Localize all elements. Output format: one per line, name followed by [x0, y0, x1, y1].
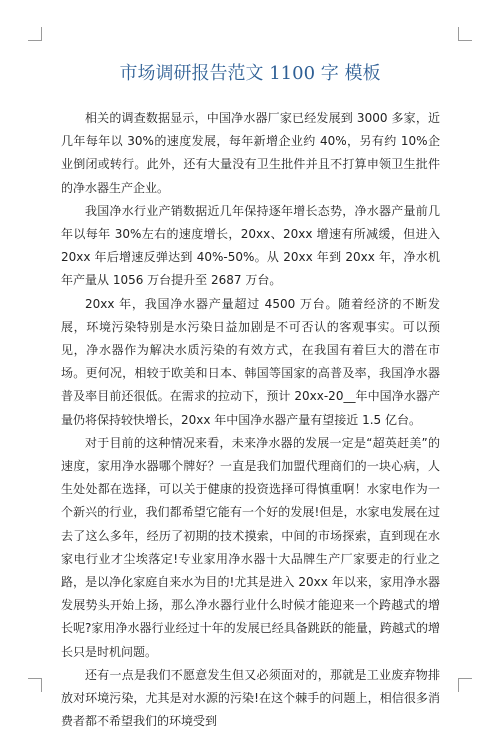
paragraph-1: 相关的调查数据显示，中国净水器厂家已经发展到 3000 多家，近几年每年以 30%的速度发展，每年新增企业约 40%，另有约 10%企业倒闭或转行。此外，还有大量没有卫生批件并且不打算申领卫生批件的净水器生产企业。 [61, 111, 440, 195]
paragraph-3: 20xx 年，我国净水器产量超过 4500 万台。随着经济的不断发展，环境污染特别是水污染日益加剧是不可否认的客观事实。可以预见，净水器作为解决水质污染的有效方式，在我国有着巨大的潜在市场。更何况，相较于欧美和日本、韩国等国家的高普及率，我国净水器普及率目前还很低。在需求的拉动下，预计 20xx-20__年中国净水器产量仍将保持较快增长，20xx 年中国净水器产量有望接近 1.5 亿台。 [61, 296, 440, 427]
paragraph-5: 还有一点是我们不愿意发生但又必须面对的，那就是工业废弃物排放对环境污染，尤其是对水源的污染!在这个棘手的问题上，相信很多消费者都不希望我们的环境受到 [61, 667, 440, 729]
paragraph-2: 我国净水行业产销数据近几年保持逐年增长态势，净水器产量前几年以每年 30%左右的速度增长，20xx、20xx 增速有所减缓，但进入 20xx 年后增速反弹达到 40%-50%。从 20xx 年到 20xx 年，净水机年产量从 1056 万台提升至 2687 万台。 [61, 203, 440, 288]
crop-mark-top-right [458, 27, 472, 41]
crop-mark-top-left [28, 27, 42, 41]
paragraph-4: 对于目前的这种情况来看，未来净水器的发展一定是“超英赶美”的速度，家用净水器哪个牌好？一直是我们加盟代理商们的一块心病，人生处处都在选择，可以关于健康的投资选择可得慎重啊！水家电作为一个新兴的行业，我们都希望它能有一个好的发展!但是，水家电发展在过去了这么多年，经历了初期的技术摸索，中间的市场探索，直到现在水家电行业才尘埃落定!专业家用净水器十大品牌生产厂家要走的行业之路，是以净化家庭自来水为目的!尤其是进入 20xx 年以来，家用净水器发展势头开始上扬，那么净水器行业什么时候才能迎来一个跨越式的增长呢?家用净水器行业经过十年的发展已经具备跳跃的能量，跨越式的增长只是时机问题。 [61, 435, 440, 659]
document-body [61, 107, 440, 733]
crop-mark-bottom-left [28, 678, 42, 692]
crop-mark-bottom-right [458, 678, 472, 692]
document-title: 市场调研报告范文 1100 字 模板 [119, 63, 381, 84]
